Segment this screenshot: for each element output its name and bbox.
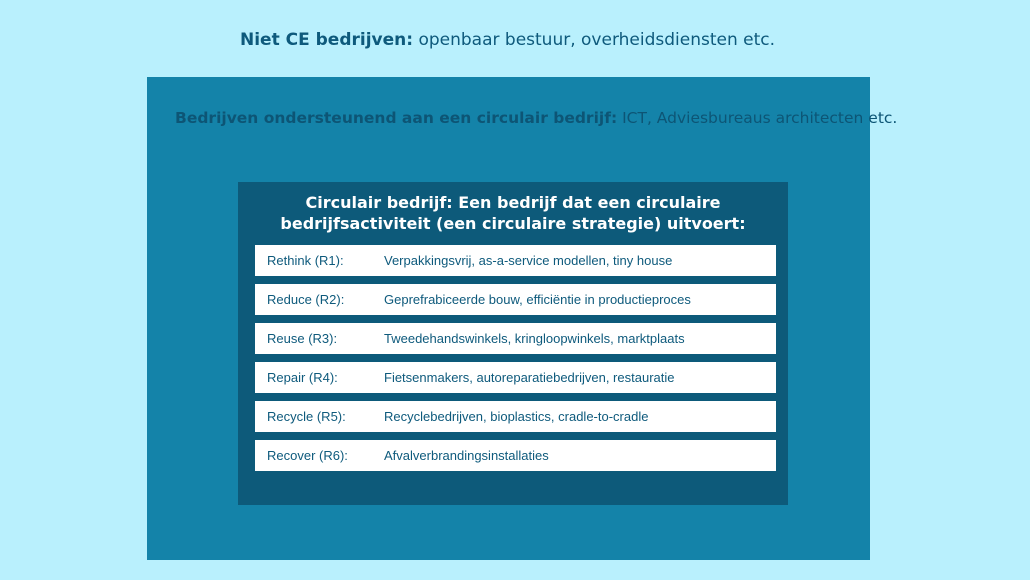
- strategy-row-repair: [255, 362, 776, 393]
- outer-title-bold: Niet CE bedrijven:: [240, 30, 414, 50]
- strategy-row-recover: [255, 440, 776, 471]
- strategy-row-reuse: [255, 323, 776, 354]
- strategy-row-reduce: [255, 284, 776, 315]
- inner-title-line1: Circulair bedrijf: Een bedrijf dat een circulaire: [305, 193, 721, 212]
- strategy-list: [255, 245, 776, 479]
- strategy-description: Fietsenmakers, autoreparatiebedrijven, restauratie: [384, 370, 675, 385]
- strategy-description: Recyclebedrijven, bioplastics, cradle-to-cradle: [384, 409, 649, 424]
- strategy-row-recycle: [255, 401, 776, 432]
- middle-title: [175, 109, 897, 127]
- strategy-description: Verpakkingsvrij, as-a-service modellen, tiny house: [384, 253, 673, 268]
- middle-title-rest: ICT, Adviesbureaus architecten etc.: [617, 109, 898, 127]
- strategy-label: Reduce (R2):: [267, 292, 345, 307]
- inner-title-line2: bedrijfsactiviteit (een circulaire strategie) uitvoert:: [280, 214, 746, 233]
- strategy-label: Recycle (R5):: [267, 409, 346, 424]
- supporting-companies-box: [147, 77, 898, 560]
- outer-title-rest: openbaar bestuur, overheidsdiensten etc.: [413, 30, 776, 50]
- strategy-description: Afvalverbrandingsinstallaties: [384, 448, 549, 463]
- strategy-label: Rethink (R1):: [267, 253, 344, 268]
- circular-company-box: [238, 182, 788, 505]
- strategy-label: Recover (R6):: [267, 448, 348, 463]
- strategy-row-rethink: [255, 245, 776, 276]
- strategy-label: Reuse (R3):: [267, 331, 338, 346]
- strategy-label: Repair (R4):: [267, 370, 338, 385]
- middle-title-bold: Bedrijven ondersteunend aan een circulair bedrijf:: [175, 109, 618, 127]
- inner-title: [238, 192, 788, 234]
- outer-title: [240, 30, 775, 50]
- strategy-description: Tweedehandswinkels, kringloopwinkels, marktplaats: [384, 331, 685, 346]
- strategy-description: Geprefrabiceerde bouw, efficiëntie in productieproces: [384, 292, 691, 307]
